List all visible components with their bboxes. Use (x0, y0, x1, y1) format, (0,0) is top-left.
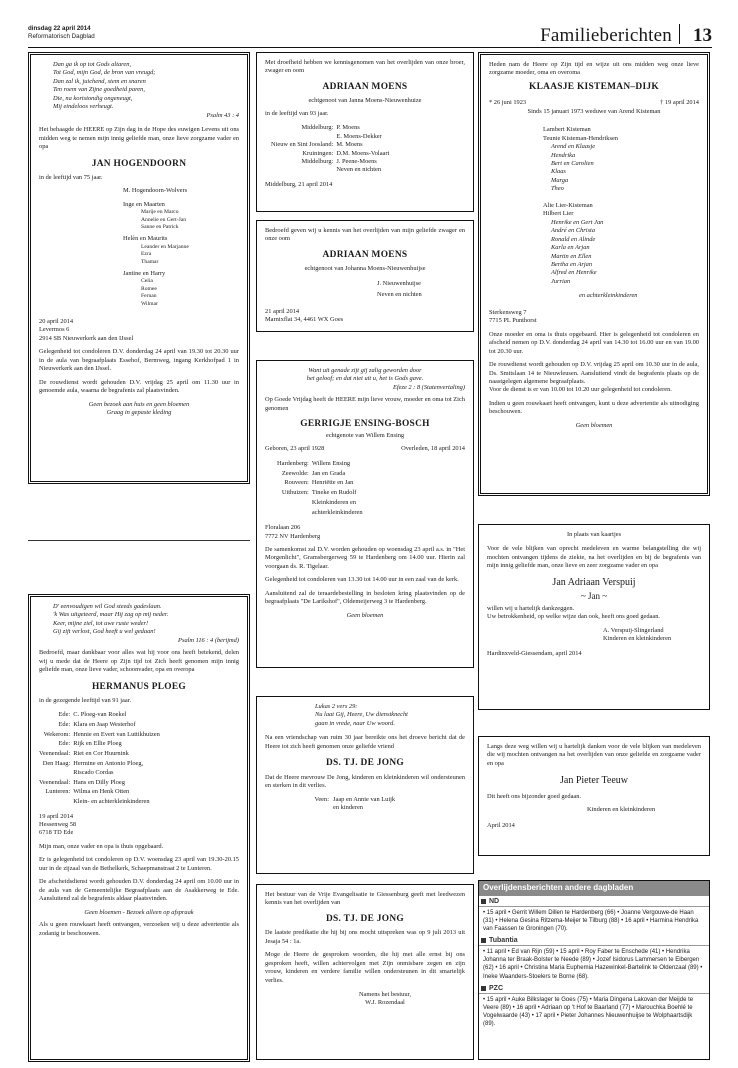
verse-line: het geloof; en dat niet uit u, het is Gods gave. (306, 375, 424, 383)
verse-line: Gij zijt verlost, God heeft u wel gedaan! (53, 628, 156, 636)
service-text: De rouwdienst wordt gehouden D.V. vrijdag 25 april om 11.30 uur in genoemde aula, waarna de begrafenis zal plaatsvinden. (39, 378, 239, 395)
page-number: 13 (693, 25, 712, 46)
row-name: Willem Ensing (311, 459, 351, 467)
thanks-text: Voor de vele blijken van oprecht medeleven en warme belangstelling die wij mochten ontvangen tijdens de ziekte, na het overlijden en bij de begrafenis van mijn innig geliefde man, onze lieve en zeer zorgzame vader en opa (487, 545, 701, 570)
grandchild: Leander en Marjanne (141, 243, 189, 250)
intro-text: Bedroefd, maar dankbaar voor alles wat hij voor ons heeft betekend, delen wij u mede dat de Heere op Zijn tijd tot Zich heeft genomen mijn innig geliefde man, onze lieve vader, schoonvader, opa en overopa (39, 649, 239, 674)
verse-line: Keer, mijne ziel, tot uwe ruste weder! (53, 619, 149, 627)
verse-line: Mij eindeloos verheugt. (53, 103, 114, 111)
intro-text: Het behaagde de HEERE op Zijn dag in de Hope des euwigen Levens uit ons midden weg te nemen mijn innig geliefde man, onze lieve zorgzame vader en opa (39, 126, 239, 151)
row-name: Rijk en Ellie Ploeg (73, 740, 122, 748)
condolence-text: Voor de dienst is er van 10.00 tot 10.20 uur gelegenheid tot condoleren. (489, 386, 672, 394)
grandchildren (543, 219, 699, 287)
row-place: Middelburg: (301, 124, 334, 132)
lying-in-text: Onze moeder en oma is thuis opgebaard. Hier is gelegenheid tot condoleren en afscheid nemen op D.V. donderdag 24 april van 14.30 tot 16.00 uur en van 19.00 tot 20.30 uur. (489, 330, 699, 355)
grandchild: Arend en Klaasje (551, 143, 596, 151)
address-line: Levermos 6 (39, 326, 70, 334)
notice-teeuw (478, 736, 710, 856)
row-place (277, 498, 309, 508)
row-place (277, 508, 309, 518)
header-date: dinsdag 22 april 2014 (28, 25, 91, 32)
row-place: Ede: (58, 721, 71, 729)
paper-label: ND (489, 897, 500, 905)
signature: en kinderen (333, 804, 363, 812)
sermon-text: De laatste predikatie die hij bij ons mocht uitspreken was op 9 juli 2013 uit Jesaja 54 : 1a. (265, 929, 465, 945)
row-name: P. Moens (336, 124, 360, 132)
row-place: Kruiningen: (302, 149, 334, 157)
family-list (39, 201, 239, 308)
notice-moens-1 (256, 52, 474, 212)
row-name: Riscado Cordas (73, 769, 114, 777)
verse-ref: Efeze 2 : 8 (Statenvertaling) (392, 383, 465, 391)
row-place: Zeewolde: (281, 469, 309, 477)
footer-note: Geen bloemen - Bezoek alleen op afspraak (84, 908, 194, 916)
paper-obituaries: • 15 april • Gerrit Willem Dillen te Hardenberg (66) • Joanne Vergouwe-de Haan (31) • Helena Gesina Ritzema-Meijer te Tilburg (88) • 16 april • Harmina Hendrika van Faassen te Groningen (70). (483, 909, 699, 932)
row-name: Klara en Jaap Westerhof (73, 721, 136, 729)
grandchild: Fernan (141, 293, 157, 300)
address-line: Floralaan 206 (265, 524, 301, 532)
verse-line: 'k Was uitgeteerd, maar Hij zag op mij neder. (53, 611, 169, 619)
grandchildren (123, 244, 239, 266)
verse-line: Ten roem van Zijne goedheid paren, (53, 86, 145, 94)
paper-logo-icon (481, 938, 486, 943)
signature: W.J. Rozendaal (365, 999, 405, 1007)
row-place: Wekerom: (43, 730, 71, 738)
section-title: Familieberichten (540, 25, 672, 46)
grandchild: Romee (141, 285, 157, 292)
family-line: Jantine en Harry (123, 270, 166, 277)
family-table (277, 459, 465, 519)
row-name: Hans en Dilly Ploeg (73, 778, 125, 786)
spouse-text: echtgenote van Willem Ensing (325, 431, 405, 439)
grandchildren (123, 278, 239, 308)
age-text: in de leeftijd van 93 jaar. (265, 109, 329, 117)
grandchild: Ezra (141, 251, 152, 258)
paper-logo-icon (481, 986, 486, 991)
grandchild: Sanne en Patrick (141, 224, 179, 231)
deceased-name: ADRIAAN MOENS (322, 249, 408, 260)
grandchild: Bertha en Arjan (551, 261, 593, 269)
obituaries-list (479, 896, 709, 1031)
notice-verspuij (478, 524, 710, 710)
notice-de-jong-2 (256, 884, 474, 1060)
obituaries-other-papers (478, 880, 710, 1060)
row-place (271, 166, 333, 174)
notice-moens-2 (256, 220, 474, 332)
row-name: Hennie en Evert van Luttikhuizen (73, 730, 160, 738)
family-table (271, 124, 465, 175)
row-place: Nieuw en Sint Joosland: (271, 141, 334, 149)
notice-kisteman (478, 52, 710, 496)
address-line: 7715 PL Punthorst (489, 317, 537, 325)
grandchildren (123, 209, 239, 231)
address-block (39, 318, 239, 343)
verse-ref: Psalm 43 : 4 (206, 111, 239, 119)
deceased-name: DS. TJ. DE JONG (325, 913, 405, 924)
family-line: Alie Lier-Kisteman (543, 201, 593, 209)
paper-obituaries: • 11 april • Ed van Rijn (59) • 15 april • Roy Faber te Enschede (41) • Hendrika Johanna ter Braak-Bolster te Neede (89) • Jozef Isidorus Lammersen te Eibergen (62) • 16 april • Christina Maria Euphemia Hazewinkel-Bartelink te Oldenzaal (89) • Ineke Waanders-Stoelers te Borne (68). (483, 949, 703, 980)
spouse-text: echtgenoot van Johanna Moens-Nieuwenhuijse (304, 265, 426, 273)
intro-text: Het bestuur van de Vrije Evangelisatie te Giessenburg geeft met leedwezen kennis van het overlijden van (265, 891, 465, 907)
grandchild: Annelie en Gert-Jan (141, 216, 187, 223)
family-line: Hilbert Lier (543, 210, 574, 218)
paper-label: PZC (489, 984, 503, 992)
row-place: Veenendaal: (39, 778, 71, 786)
age-text: in de gezegende leeftijd van 91 jaar. (39, 697, 132, 705)
condolence-text: Gelegenheid tot condoleren D.V. donderdag 24 april van 19.30 tot 20.30 uur in de aula van begraafplaats Essehof, Bermweg, ingang Kerkhofpad 1 in Nieuwerkerk aan den IJssel. (39, 348, 239, 373)
intro-text: Bedroefd geven wij u kennis van het overlijden van mijn geliefde zwager en onze oom (265, 227, 465, 243)
spouse-text: echtgenoot van Janna Moens-Nieuwenhuize (308, 97, 422, 105)
deceased-name: GERRIGJE ENSING-BOSCH (300, 419, 430, 430)
grandchild: Henrike en Gert Jan (551, 218, 604, 226)
notice-date: 20 april 2014 (39, 317, 74, 325)
grandchild: Theo (551, 185, 564, 193)
widow-text: Sinds 15 januari 1973 weduwe van Arend Kisteman (527, 107, 661, 115)
grandchild: Ronald en Alinde (551, 235, 596, 243)
verse-line: Nu laat Gij, Heere, Uw dienstknecht (315, 711, 408, 719)
notice-date: April 2014 (487, 822, 515, 830)
family-line: Teunie Kisteman-Hendriksen (543, 134, 618, 142)
closing-text: Indien u geen rouwkaart heeft ontvangen, kunt u deze advertentie als uitnodiging beschouwen. (489, 399, 699, 416)
row-place (39, 768, 70, 778)
wish-text: Dat de Heere mevrouw De Jong, kinderen en kleinkinderen wil ondersteunen en sterken in dit verlies. (265, 773, 465, 790)
family-line: Helèn en Maurits (123, 235, 168, 243)
service-text: De afscheidsdienst wordt gehouden D.V. donderdag 24 april om 10.00 uur in de aula van de Gemeentelijke Begraafplaats aan de Asakkerweg te Ede. Aansluitend zal de begrafenis aldaar plaatsvinden. (39, 878, 239, 903)
header-divider (679, 24, 680, 44)
header-paper: Reformatorisch Dagblad (28, 32, 95, 40)
burial-text: Aansluitend zal de teraardebestelling in besloten kring plaatsvinden op de begraafplaats "De Larikshof", Oldemeijerweg 3 te Hardenberg. (265, 589, 465, 606)
verse-line: gaan in vrede, naar Uw woord. (315, 719, 395, 727)
row-name: J. Peene-Moens (336, 158, 377, 166)
footer-note: Geen bezoek aan huis en geen bloemen (88, 400, 190, 408)
row-name: E. Moens-Dekker (336, 132, 382, 140)
grandchild: Alfred en Henrike (551, 269, 597, 277)
grandchild: Marije en Marco (141, 209, 179, 216)
family-list (489, 126, 699, 301)
life-dates (489, 99, 699, 107)
family-line: Lambert Kisteman (543, 126, 591, 134)
birth-date: Geboren, 23 april 1928 (265, 445, 325, 453)
notice-de-jong-1 (256, 696, 474, 874)
intro-text: Met droefheid hebben we kennisgenomen van het overlijden van onze broer, zwager en oom (265, 59, 465, 75)
obituaries-title: Overlijdensberichten andere dagbladen (479, 881, 709, 896)
thanks-heading: In plaats van kaartjes (566, 531, 622, 538)
condolence-text: Er is gelegenheid tot condoleren op D.V. woensdag 23 april van 19.30-20.15 uur in de zijzaal van de Bethelkerk, Schaepmanstraat 2 te Lunteren. (39, 856, 239, 872)
widow-name: M. Hogendoorn-Wolvers (123, 187, 188, 195)
grandchild: Karla en Arjan (551, 244, 590, 252)
signature: A. Verspuij-Slingerland (603, 626, 664, 634)
death-date: † 19 april 2014 (660, 99, 699, 107)
paper-name (479, 896, 709, 907)
intro-text: Na een vriendschap van ruim 30 jaar bereikte ons het droeve bericht dat de Heere tot zich heeft genomen onze geliefde vriend (265, 734, 465, 750)
death-date: Overleden, 18 april 2014 (401, 445, 465, 453)
column-divider (28, 540, 250, 541)
grandchild: Klaas (551, 168, 566, 176)
page-header (28, 22, 712, 48)
grandchild: Marga (551, 176, 569, 184)
row-place: Hardenberg: (277, 459, 309, 467)
service-text: De samenkomst zal D.V. worden gehouden op woensdag 23 april a.s. in "Het Morgenlicht", Gramsbergerweg 59 te Hardenberg om 14.00 uur. Hierin zal voorgaan ds. R. Tigelaar. (265, 546, 465, 570)
header-dateline (28, 25, 95, 41)
verse (265, 367, 465, 384)
row-name: Henriëtte en Jan (311, 479, 354, 487)
address-line: 7772 NV Hardenberg (265, 532, 321, 540)
deceased-name: JAN HOGENDOORN (91, 158, 187, 169)
row-name: Jan en Grada (311, 469, 346, 477)
row-place: Ede: (58, 740, 71, 748)
service-text: De rouwdienst wordt gehouden op D.V. vrijdag 25 april om 10.30 uur in de aula, Ds. Smitslaan 14 te Nieuwleusen. Aansluitend vindt de begrafenis plaats op de naastgelegen algemene begraafplaats. (489, 361, 699, 385)
thanks-text: willen wij u hartelijk dankzeggen. (487, 604, 575, 612)
signature: Kinderen en kleinkinderen (603, 635, 672, 643)
deceased-name: HERMANUS PLOEG (91, 681, 187, 692)
thanks-text: Uw betrokkenheid, op welke wijze dan ook, heeft ons goed gedaan. (487, 613, 661, 621)
family-table (39, 710, 239, 806)
row-place: Uithuizen: (281, 489, 309, 497)
age-text: in de leeftijd van 75 jaar. (39, 173, 103, 181)
row-name: M. Moens (336, 141, 363, 149)
notice-hogendoorn (28, 52, 250, 484)
row-name: Wilma en Henk Otten (73, 788, 130, 796)
notice-date: Hardinxveld-Giessendam, april 2014 (487, 649, 582, 657)
grandchild: Bert en Carolien (551, 160, 594, 168)
signature: Neven en nichten (377, 291, 422, 299)
row-name: Neven en nichten (336, 166, 382, 174)
grandchild: André en Christa (551, 227, 596, 235)
row-name: Riet en Cor Huurnink (73, 749, 129, 757)
row-name: C. Ploeg-van Roekel (73, 711, 127, 719)
verse-line: D' eenvoudigen wil God steeds gadeslaan. (53, 603, 162, 610)
paper-logo-icon (481, 899, 486, 904)
grandchildren (543, 143, 699, 194)
verse (39, 603, 239, 637)
paper-name (479, 935, 709, 946)
closing-text: Als u geen rouwkaart heeft ontvangen, verzoeken wij u deze advertentie als zodanig te beschouwen. (39, 921, 239, 937)
address-line: 6718 TD Ede (39, 829, 74, 837)
footer-note: Geen bloemen (346, 611, 384, 619)
row-name: Kleinkinderen en (311, 499, 357, 507)
address-line: Marnixflat 34, 4461 WX Goes (265, 316, 344, 324)
verse-line: Dan zal ik, juichend, stem en snaren (53, 77, 146, 85)
notice-date: 21 april 2014 (265, 307, 300, 315)
footer-note: Graag in gepaste kleding (106, 409, 172, 417)
row-place: Rouveen: (284, 479, 309, 487)
signature-place: Veen: (314, 795, 329, 803)
family-line: Inge en Maarten (123, 200, 165, 208)
grandchild: Wilmar (141, 300, 158, 307)
row-name: Klein- en achterkleinkinderen (73, 797, 150, 805)
verse-line: Lukas 2 vers 29: (315, 703, 358, 710)
thanks-text: Dit heeft ons bijzonder goed gedaan. (487, 792, 582, 800)
verse-ref: Psalm 116 : 4 (berijmd) (178, 636, 239, 644)
verse-line: Dan ga ik op tot Gods altaren, (53, 61, 132, 68)
address-line: 2914 SB Nieuwerkerk aan den IJssel (39, 334, 134, 342)
signature: J. Nieuwenhuijse (377, 279, 422, 287)
verse (265, 703, 465, 728)
signature: Kinderen en kleinkinderen (587, 806, 656, 813)
wish-text: Moge de Heere de gesproken woorden, die hij met alle ernst bij ons gesproken heeft, willen achtervolgen met Zijn onmisbare zegen en zijn vrouw, kinderen en verdere familie willen ondersteunen in dit smartelijk verlies. (265, 951, 465, 984)
footer-note: Geen bloemen (575, 421, 613, 429)
row-name: D.M. Moens-Volaart (336, 149, 390, 157)
intro-text: Heden nam de Heere op Zijn tijd en wijze uit ons midden weg onze lieve zorgzame moeder, oma en overoma (489, 61, 699, 77)
row-place (39, 797, 70, 807)
verse-line: Tot God, mijn God, de bron van vreugd; (53, 69, 156, 77)
verse-line: Want uit genade zijt gij zalig geworden door (308, 367, 422, 374)
row-place: Middelburg: (301, 158, 334, 166)
birth-date: * 26 juni 1923 (489, 99, 527, 107)
deceased-name: KLAASJE KISTEMAN–DIJK (528, 81, 660, 92)
notice-ploeg (28, 594, 250, 1062)
intro-text: Op Goede Vrijdag heeft de HEERE mijn lieve vrouw, moeder en oma tot Zich genomen (265, 396, 465, 412)
row-place: Den Haag: (42, 759, 71, 767)
address-line: Hessenweg 58 (39, 821, 77, 829)
signature: Namens het bestuur, (358, 991, 412, 999)
address-line: Sterkensweg 7 (489, 308, 527, 316)
great-grandchildren: en achterkleinkinderen (579, 292, 638, 300)
notice-ensing (256, 360, 474, 668)
grandchild: Martin en Ellen (551, 252, 592, 260)
grandchild: Jurrian (551, 277, 571, 285)
paper-obituaries: • 15 april • Auke Bilkslager te Goes (75) • Maria Dingena Lakovan der Meijde te Veere (89) • 16 april • Adriaan op 't Hof te Baarland (77) • Marouchka Boehlé te Vogelwaarde (43) • 17 april • Pieter Johannes Nieuwenhuijse te Wolphaartsdijk (89). (483, 996, 694, 1028)
deceased-name: ADRIAAN MOENS (322, 81, 408, 92)
grandchild: Celia (141, 278, 153, 285)
row-place (271, 133, 333, 141)
paper-name (479, 983, 709, 994)
notice-date: Middelburg, 21 april 2014 (265, 180, 333, 188)
notice-date: 19 april 2014 (39, 812, 74, 820)
life-dates (265, 445, 465, 453)
deceased-name: Jan Adriaan Verspuij (552, 576, 636, 588)
grandchild: Thamar (141, 258, 159, 265)
condolence-text: Gelegenheid tot condoleren van 13.30 tot 14.00 uur in een zaal van de kerk. (265, 576, 459, 584)
deceased-name: Jan Pieter Teeuw (560, 775, 628, 787)
row-name: achterkleinkinderen (311, 509, 363, 517)
lying-in-text: Mijn man, onze vader en opa is thuis opgebaard. (39, 842, 164, 850)
thanks-text: Langs deze weg willen wij u hartelijk danken voor de vele blijken van medeleven die wij mochten ontvangen na het overlijden van onze geliefde en zorgzame vader en opa (487, 743, 701, 767)
verse (39, 61, 239, 112)
verse-line: Die, na kortstondig ongeneugt, (53, 94, 133, 102)
signature: Jaap en Annie van Luijk (333, 795, 396, 803)
row-place: Veenendaal: (39, 749, 71, 757)
grandchild: Hendrika (551, 151, 576, 159)
row-place: Lunteren: (45, 788, 71, 796)
deceased-name: DS. TJ. DE JONG (325, 758, 405, 769)
row-name: Hermine en Antonio Ploeg, (73, 759, 144, 767)
nickname: ~ Jan ~ (580, 591, 608, 601)
paper-label: Tubantia (489, 937, 518, 945)
row-name: Tineke en Rudolf (311, 489, 357, 497)
row-place: Ede: (58, 711, 71, 719)
signature-block (265, 796, 465, 813)
